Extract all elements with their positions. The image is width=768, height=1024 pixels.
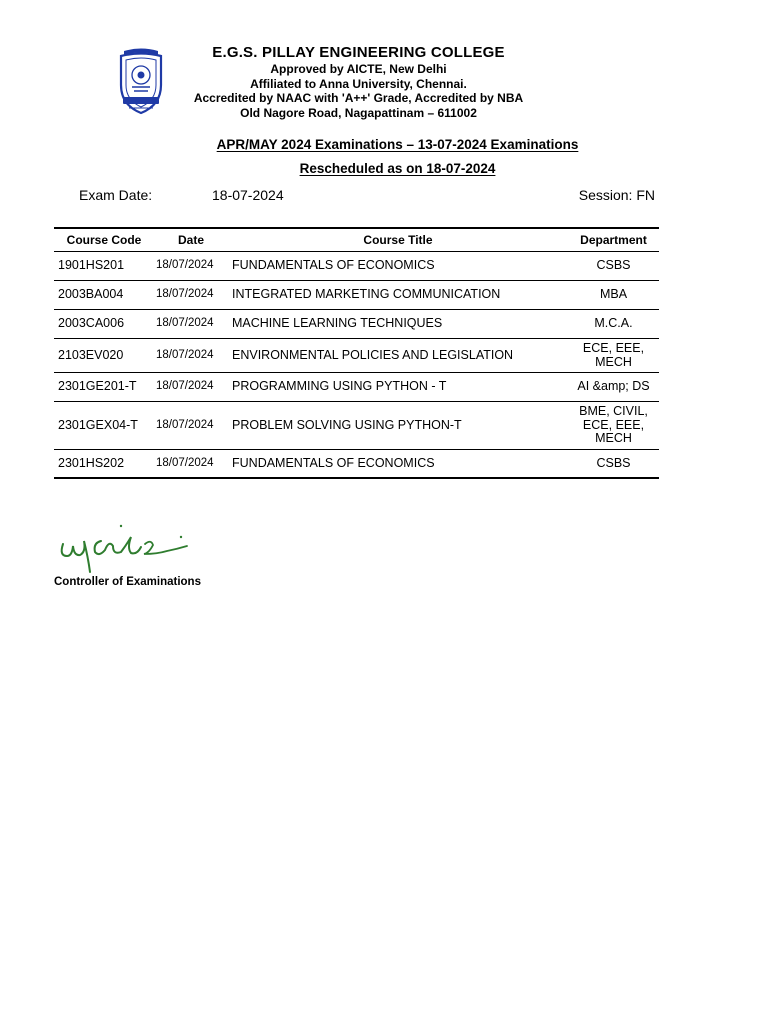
approval-line: Approved by AICTE, New Delhi xyxy=(270,62,447,76)
table-row xyxy=(54,449,659,478)
college-name: E.G.S. PILLAY ENGINEERING COLLEGE xyxy=(212,44,505,61)
department-cell: AI &amp; DS xyxy=(568,373,659,402)
notice-title xyxy=(0,137,768,152)
date-cell: 18/07/2024 xyxy=(154,252,228,281)
department-cell: BME, CIVIL, ECE, EEE, MECH xyxy=(568,402,659,450)
header-course-code: Course Code xyxy=(54,228,154,252)
department-cell: MBA xyxy=(568,281,659,310)
notice-subtitle xyxy=(0,161,768,176)
date-cell: 18/07/2024 xyxy=(154,310,228,339)
controller-label: Controller of Examinations xyxy=(54,576,201,588)
accreditation-line: Accredited by NAAC with 'A++' Grade, Accredited by NBA xyxy=(193,91,524,105)
course-title-cell: PROGRAMMING USING PYTHON - T xyxy=(228,373,568,402)
notice-title-text: APR/MAY 2024 Examinations – 13-07-2024 Examinations xyxy=(216,137,579,152)
controller-signature xyxy=(55,522,190,574)
date-cell: 18/07/2024 xyxy=(154,339,228,373)
notice-subtitle-text: Rescheduled as on 18-07-2024 xyxy=(299,161,496,176)
course-code-cell: 2301GEX04-T xyxy=(54,402,154,450)
course-code-cell: 2103EV020 xyxy=(54,339,154,373)
date-cell: 18/07/2024 xyxy=(154,449,228,478)
course-code-cell: 2301HS202 xyxy=(54,449,154,478)
table-row xyxy=(54,252,659,281)
course-title-cell: PROBLEM SOLVING USING PYTHON-T xyxy=(228,402,568,450)
address-line: Old Nagore Road, Nagapattinam – 611002 xyxy=(240,105,477,120)
date-cell: 18/07/2024 xyxy=(154,373,228,402)
table-header-row xyxy=(54,228,659,252)
header-course-title: Course Title xyxy=(228,228,568,252)
course-code-cell: 1901HS201 xyxy=(54,252,154,281)
course-title-cell: INTEGRATED MARKETING COMMUNICATION xyxy=(228,281,568,310)
college-header xyxy=(150,44,567,120)
table-row xyxy=(54,310,659,339)
date-cell: 18/07/2024 xyxy=(154,281,228,310)
course-title-cell: FUNDAMENTALS OF ECONOMICS xyxy=(228,449,568,478)
header-date: Date xyxy=(154,228,228,252)
department-cell: ECE, EEE, MECH xyxy=(568,339,659,373)
table-row xyxy=(54,373,659,402)
course-code-cell: 2003BA004 xyxy=(54,281,154,310)
course-title-cell: MACHINE LEARNING TECHNIQUES xyxy=(228,310,568,339)
course-title-cell: ENVIRONMENTAL POLICIES AND LEGISLATION xyxy=(228,339,568,373)
table-row xyxy=(54,402,659,450)
exam-schedule-table xyxy=(54,227,659,479)
exam-date-label: Exam Date: xyxy=(79,187,153,203)
table-row xyxy=(54,281,659,310)
course-code-cell: 2301GE201-T xyxy=(54,373,154,402)
date-cell: 18/07/2024 xyxy=(154,402,228,450)
session-label: Session: FN xyxy=(578,187,655,203)
course-title-cell: FUNDAMENTALS OF ECONOMICS xyxy=(228,252,568,281)
header-department: Department xyxy=(568,228,659,252)
exam-date-value: 18-07-2024 xyxy=(212,187,284,203)
table-row xyxy=(54,339,659,373)
department-cell: CSBS xyxy=(568,252,659,281)
affiliation-line: Affiliated to Anna University, Chennai. xyxy=(250,76,467,91)
department-cell: CSBS xyxy=(568,449,659,478)
department-cell: M.C.A. xyxy=(568,310,659,339)
course-code-cell: 2003CA006 xyxy=(54,310,154,339)
